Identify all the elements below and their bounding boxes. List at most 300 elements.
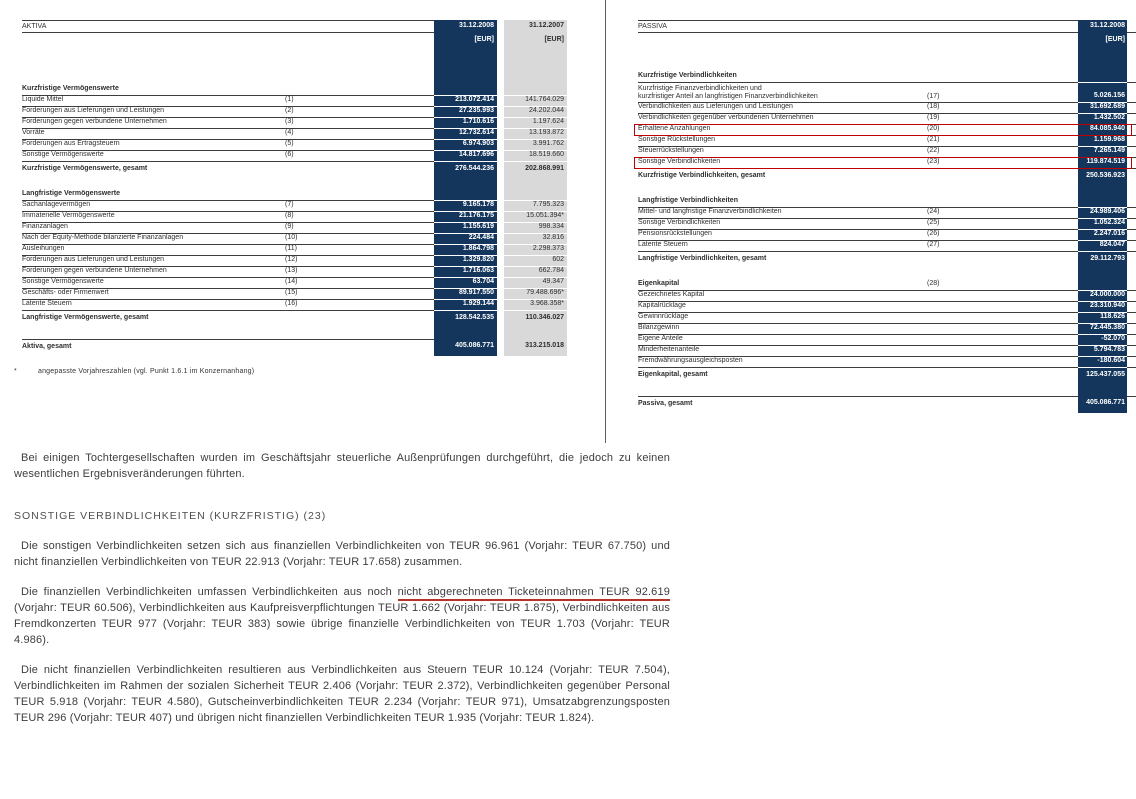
row-label-cell [638, 158, 1078, 169]
row-label: Sonstige Verbindlichkeiten [638, 219, 721, 226]
column-gap [497, 212, 504, 223]
value-2008 [1078, 268, 1127, 280]
row-label-cell [22, 267, 434, 278]
column-gap [497, 20, 504, 33]
row-label: Latente Steuern [22, 300, 72, 307]
note-ref: (15) [285, 289, 298, 296]
note-ref: (7) [285, 201, 294, 208]
note-ref [927, 80, 1078, 82]
row-label-cell [22, 289, 434, 300]
row-label: Kurzfristige Verbindlichkeiten [638, 72, 737, 79]
value-2007: 13.193.872 [504, 129, 567, 140]
row-label-cell [638, 208, 1078, 219]
row-label-cell [22, 162, 434, 178]
value-2007 [504, 46, 567, 85]
note-ref [285, 340, 434, 342]
row-label-cell [638, 280, 1078, 291]
balance-row [638, 219, 1136, 230]
table-edge-stub [1127, 230, 1136, 241]
balance-row [638, 346, 1136, 357]
balance-row [638, 241, 1136, 252]
value-2008: 824.047 [1078, 241, 1127, 252]
note-ref [927, 354, 1078, 356]
balance-row [638, 280, 1136, 291]
row-label: Eigenkapital, gesamt [638, 371, 708, 378]
column-gap [497, 339, 504, 356]
balance-row [638, 83, 1136, 103]
note-ref: (14) [285, 278, 298, 285]
note-ref [927, 397, 1078, 399]
note-ref: (13) [285, 267, 298, 274]
balance-row [638, 197, 1136, 208]
row-label: Eigenkapital [638, 280, 680, 287]
note-ref [285, 311, 434, 313]
row-label: Aktiva, gesamt [22, 343, 72, 350]
row-label: Ausleihungen [22, 245, 65, 252]
note-ref: (10) [285, 234, 298, 241]
spacer-cell [22, 46, 434, 85]
table-header-row [22, 20, 567, 33]
row-label: Steuerrückstellungen [638, 147, 704, 154]
value-2007: 3.991.762 [504, 140, 567, 151]
note-ref [927, 252, 1078, 254]
value-2008: 84.085.940 [1078, 125, 1127, 136]
value-2008: 125.437.055 [1078, 368, 1127, 384]
row-label: Fremdwährungsausgleichsposten [638, 357, 743, 364]
row-label-cell [638, 114, 1078, 125]
value-2007: 15.051.394* [504, 212, 567, 223]
column-gap [497, 118, 504, 129]
row-label: Forderungen gegen verbundene Unternehmen [22, 267, 167, 274]
value-2007: 32.816 [504, 234, 567, 245]
row-label-cell [22, 129, 434, 140]
note-ref: (12) [285, 256, 298, 263]
balance-row [22, 339, 567, 356]
note-ref: (9) [285, 223, 294, 230]
row-label: Erhaltene Anzahlungen [638, 125, 711, 132]
value-2008 [1078, 280, 1127, 291]
column-gap [497, 33, 504, 46]
row-label: Liquide Mittel [22, 96, 64, 103]
table-edge-stub [1127, 324, 1136, 335]
value-2007: 7.795.323 [504, 201, 567, 212]
balance-row [22, 151, 567, 162]
red-underline-annotation: nicht abgerechneten Ticketeinnahmen TEUR 92.619 [398, 586, 670, 601]
row-label-cell [638, 241, 1078, 252]
row-label-cell [22, 223, 434, 234]
row-label-cell [22, 327, 434, 339]
note-ref [927, 169, 1078, 171]
note-ref [285, 93, 434, 95]
balance-row [638, 230, 1136, 241]
value-2007: 49.347 [504, 278, 567, 289]
value-2008: 63.704 [434, 278, 497, 289]
table-edge-stub [1127, 185, 1136, 197]
value-2007: 18.519.660 [504, 151, 567, 162]
column-gap [497, 223, 504, 234]
value-2008: 1.710.616 [434, 118, 497, 129]
value-2008 [1078, 46, 1127, 72]
paragraph-segment: Die finanziellen Verbindlichkeiten umfassen Verbindlichkeiten aus noch [21, 586, 398, 598]
row-label: Sonstige Verbindlichkeiten [638, 158, 721, 165]
value-2007: 662.784 [504, 267, 567, 278]
table-edge-stub [1127, 103, 1136, 114]
column-gap [497, 162, 504, 178]
row-label: Forderungen aus Lieferungen und Leistungen [22, 256, 165, 263]
value-2008: 119.874.519 [1078, 158, 1127, 169]
row-label: Langfristige Vermögenswerte [22, 190, 121, 197]
row-label: Langfristige Verbindlichkeiten, gesamt [638, 255, 767, 262]
paragraph-segment: (Vorjahr: TEUR 60.506), Verbindlichkeiten aus Kaufpreisverpflichtungen TEUR 1.662 (Vorjahr: TEUR 1.875), Verbindlichkeiten aus Fremdkonzerten TEUR 977 (Vorjahr: TEUR 383) sowie übrige finanzielle Verbindlichkeiten von TEUR 1.703 (Vorjahr: TEUR 4.986). [14, 602, 670, 646]
table-edge-stub [1127, 280, 1136, 291]
row-label-cell [22, 234, 434, 245]
value-2007 [504, 327, 567, 339]
row-label-cell [638, 136, 1078, 147]
value-2008: 1.929.144 [434, 300, 497, 311]
balance-row [22, 212, 567, 223]
table-title-cell [22, 20, 434, 33]
balance-row [22, 267, 567, 278]
row-label-cell [22, 201, 434, 212]
table-edge-stub [1127, 268, 1136, 280]
balance-row [638, 208, 1136, 219]
table-edge-stub [1127, 83, 1136, 103]
note-ref: (16) [285, 300, 298, 307]
note-ref: (19) [927, 114, 940, 121]
row-label-cell [22, 140, 434, 151]
unit-spacer [638, 33, 1078, 46]
balance-row [638, 252, 1136, 268]
note-ref: (2) [285, 107, 294, 114]
balance-row [22, 300, 567, 311]
row-label-cell [22, 96, 434, 107]
table-title-cell [638, 20, 1078, 33]
value-2008: 250.536.923 [1078, 169, 1127, 185]
column-gap [497, 256, 504, 267]
note-ref [927, 332, 1078, 334]
balance-row [638, 368, 1136, 384]
balance-row [22, 190, 567, 201]
balance-row [638, 324, 1136, 335]
row-label: Langfristige Verbindlichkeiten [638, 197, 738, 204]
note-ref: (21) [927, 136, 940, 143]
value-2008: 118.626 [1078, 313, 1127, 324]
value-2008 [1078, 72, 1127, 83]
value-2008 [434, 178, 497, 190]
note-ref: (25) [927, 219, 940, 226]
value-2008: 213.072.414 [434, 96, 497, 107]
table-edge-stub [1127, 219, 1136, 230]
value-2008: 27.235.993 [434, 107, 497, 118]
note-ref: (4) [285, 129, 294, 136]
table-edge-stub [1127, 169, 1136, 185]
column-gap [497, 201, 504, 212]
table-edge-stub [1127, 33, 1136, 46]
balance-row [638, 136, 1136, 147]
balance-row [22, 140, 567, 151]
balance-row [638, 291, 1136, 302]
nonfinancial-liabilities-paragraph: Die nicht finanziellen Verbindlichkeiten resultieren aus Verbindlichkeiten aus Steuern TEUR 10.124 (Vorjahr: TEUR 7.504), Verbindlichkeiten im Rahmen der sozialen Sicherheit TEUR 2.406 (Vorjahr: TEUR 2.372), Verbindlichkeiten gegenüber Personal TEUR 5.918 (Vorjahr: TEUR 4.580), Gutscheinverbindlichkeiten TEUR 2.234 (Vorjahr: TEUR 971), Umsatzabgrenzungsposten TEUR 296 (Vorjahr: TEUR 407) und übrigen nicht finanziellen Verbindlichkeiten TEUR 1.935 (Vorjahr: TEUR 1.824). [14, 664, 670, 724]
column-header-2008: 31.12.2008 [1078, 20, 1127, 33]
table-edge-stub [1127, 346, 1136, 357]
balance-row [638, 268, 1136, 280]
value-2008 [1078, 197, 1127, 208]
note-ref [927, 365, 1078, 367]
note-ref [927, 368, 1078, 370]
table-edge-stub [1127, 384, 1136, 396]
balance-row [638, 357, 1136, 368]
row-label: Geschäfts- oder Firmenwert [22, 289, 109, 296]
value-2008: 128.542.535 [434, 311, 497, 327]
table-unit-row [22, 33, 567, 46]
row-label: Kurzfristige Verbindlichkeiten, gesamt [638, 172, 766, 179]
value-2007: 998.334 [504, 223, 567, 234]
note-ref: (24) [927, 208, 940, 215]
other-liabilities-paragraph: Die sonstigen Verbindlichkeiten setzen sich aus finanziellen Verbindlichkeiten von TEUR 96.961 (Vorjahr: TEUR 67.750) und nicht finanziellen Verbindlichkeiten von TEUR 22.913 (Vorjahr: TEUR 17.658) zusammen. [14, 540, 670, 568]
table-spacer-row [638, 46, 1136, 72]
column-header-2008: [EUR] [434, 33, 497, 46]
row-label-cell [22, 190, 434, 201]
balance-row [638, 335, 1136, 346]
value-2008: 31.692.689 [1078, 103, 1127, 114]
row-label: Sonstige Rückstellungen [638, 136, 716, 143]
table-title: AKTIVA [22, 22, 47, 30]
note-ref [927, 310, 1078, 312]
row-label-cell [22, 245, 434, 256]
column-header-2008: 31.12.2008 [434, 20, 497, 33]
passiva-table [638, 20, 1136, 413]
note-ref [927, 205, 1078, 207]
value-2008: 5.026.156 [1078, 83, 1127, 103]
row-label-cell [22, 256, 434, 267]
balance-row [638, 103, 1136, 114]
row-label-cell [22, 311, 434, 327]
table-edge-stub [1127, 114, 1136, 125]
value-2008 [434, 85, 497, 96]
value-2007: 602 [504, 256, 567, 267]
value-2008: 7.265.149 [1078, 147, 1127, 158]
value-2008: 1.052.324 [1078, 219, 1127, 230]
row-label-cell [638, 384, 1078, 396]
column-gap [497, 107, 504, 118]
note-ref [285, 162, 434, 164]
row-label: kurzfristiger Anteil an langfristigen Finanzverbindlichkeiten [638, 93, 818, 100]
value-2007: 313.215.018 [504, 339, 567, 356]
row-label-cell [22, 212, 434, 223]
note-ref: (1) [285, 96, 294, 103]
value-2008: 1.159.968 [1078, 136, 1127, 147]
row-label-cell [638, 83, 1078, 103]
note-ref: (28) [927, 280, 940, 287]
balance-row [22, 201, 567, 212]
value-2007: 2.298.373 [504, 245, 567, 256]
value-2008 [434, 327, 497, 339]
unit-spacer [22, 33, 434, 46]
row-label: Pensionsrückstellungen [638, 230, 712, 237]
column-gap [497, 267, 504, 278]
column-gap [497, 300, 504, 311]
value-2007 [504, 190, 567, 201]
row-label-cell [638, 324, 1078, 335]
row-label: Eigene Anteile [638, 335, 683, 342]
value-2008: 2.247.016 [1078, 230, 1127, 241]
row-label-cell [638, 335, 1078, 346]
notes-section [14, 450, 670, 726]
balance-row [22, 129, 567, 140]
balance-row [638, 158, 1136, 169]
column-header-2008: [EUR] [1078, 33, 1127, 46]
table-edge-stub [1127, 252, 1136, 268]
value-2008: 276.544.236 [434, 162, 497, 178]
row-label-cell [638, 313, 1078, 324]
note-ref: (17) [927, 93, 940, 100]
value-2008: -180.604 [1078, 357, 1127, 368]
column-gap [497, 234, 504, 245]
row-label-cell [22, 278, 434, 289]
row-label: Kapitalrücklage [638, 302, 686, 309]
value-2008: 14.817.696 [434, 151, 497, 162]
notes-intro-paragraph: Bei einigen Tochtergesellschaften wurden im Geschäftsjahr steuerliche Außenprüfungen durchgeführt, die jedoch zu keinen wesentlichen Ergebnisveränderungen führten. [14, 452, 670, 480]
balance-row [22, 85, 567, 96]
row-label-cell [638, 396, 1078, 413]
balance-row [22, 107, 567, 118]
row-label-cell [638, 268, 1078, 280]
note-ref: (27) [927, 241, 940, 248]
row-label-cell [638, 368, 1078, 384]
row-label: Finanzanlagen [22, 223, 68, 230]
row-label-line1 [638, 83, 1078, 93]
column-gap [497, 151, 504, 162]
row-label-cell [638, 291, 1078, 302]
balance-row [22, 162, 567, 178]
row-label: Kurzfristige Vermögenswerte, gesamt [22, 165, 148, 172]
value-2008: 21.176.175 [434, 212, 497, 223]
table-edge-stub [1127, 125, 1136, 136]
balance-row [638, 169, 1136, 185]
row-label-cell [638, 230, 1078, 241]
row-label-cell [638, 147, 1078, 158]
column-gap [497, 140, 504, 151]
balance-row [638, 72, 1136, 83]
row-label-cell [638, 169, 1078, 185]
row-label: Gewinnrücklage [638, 313, 689, 320]
note-ref [927, 321, 1078, 323]
row-label-cell [638, 219, 1078, 230]
balance-row [22, 118, 567, 129]
footnote-text: angepasste Vorjahreszahlen (vgl. Punkt 1.6.1 im Konzernanhang) [38, 368, 255, 375]
row-label: Immaterielle Vermögenswerte [22, 212, 115, 219]
balance-row [638, 114, 1136, 125]
table-edge-stub [1127, 197, 1136, 208]
balance-row [22, 311, 567, 327]
row-label: Vorräte [22, 129, 45, 136]
value-2008: 12.732.614 [434, 129, 497, 140]
table-edge-stub [1127, 291, 1136, 302]
column-header-2007: 31.12.2007 [504, 20, 567, 33]
balance-row [22, 327, 567, 339]
note-ref: (18) [927, 103, 940, 110]
table-edge-stub [1127, 368, 1136, 384]
balance-row [22, 223, 567, 234]
value-2008: 405.086.771 [434, 339, 497, 356]
balance-row [22, 178, 567, 190]
column-gap [497, 96, 504, 107]
balance-row [22, 289, 567, 300]
row-label-cell [638, 346, 1078, 357]
value-2008: 6.974.903 [434, 140, 497, 151]
row-label-cell [22, 118, 434, 129]
row-label-cell [638, 103, 1078, 114]
note-ref: (8) [285, 212, 294, 219]
table-edge-stub [1127, 208, 1136, 219]
row-label-cell [22, 178, 434, 190]
note-ref [927, 343, 1078, 345]
page-divider-line [605, 0, 606, 443]
table-edge-stub [1127, 335, 1136, 346]
value-2008: 24.989.406 [1078, 208, 1127, 219]
table-unit-row [638, 33, 1136, 46]
table-edge-stub [1127, 241, 1136, 252]
row-label-cell [638, 72, 1078, 83]
row-label-cell [22, 339, 434, 356]
row-label-cell [638, 252, 1078, 268]
aktiva-table [22, 20, 567, 356]
table-edge-stub [1127, 72, 1136, 83]
row-label: Sonstige Vermögenswerte [22, 278, 104, 285]
column-gap [497, 85, 504, 96]
value-2008 [1078, 384, 1127, 396]
row-label-cell [22, 151, 434, 162]
value-2007: 202.868.991 [504, 162, 567, 178]
balance-row [22, 234, 567, 245]
value-2008: 9.165.178 [434, 201, 497, 212]
balance-row [22, 96, 567, 107]
note-ref [285, 198, 434, 200]
row-label: Passiva, gesamt [638, 400, 693, 407]
balance-row [638, 313, 1136, 324]
row-label: Verbindlichkeiten aus Lieferungen und Leistungen [638, 103, 793, 110]
column-gap [497, 46, 504, 85]
value-2007 [504, 85, 567, 96]
balance-row [638, 384, 1136, 396]
value-2008 [434, 46, 497, 85]
note-ref: (5) [285, 140, 294, 147]
row-label: Sonstige Vermögenswerte [22, 151, 104, 158]
row-label: Kurzfristige Vermögenswerte [22, 85, 119, 92]
value-2007: 1.197.624 [504, 118, 567, 129]
value-2008: 23.310.940 [1078, 302, 1127, 313]
note-ref [927, 299, 1078, 301]
balance-row [638, 125, 1136, 136]
value-2008: -52.070 [1078, 335, 1127, 346]
column-header-2007: [EUR] [504, 33, 567, 46]
column-gap [497, 129, 504, 140]
table-edge-stub [1127, 20, 1136, 33]
table-spacer-row [22, 46, 567, 85]
row-label: Mittel- und langfristige Finanzverbindlichkeiten [638, 208, 782, 215]
row-label-cell [638, 125, 1078, 136]
table-header-row [638, 20, 1136, 33]
aktiva-footnote [14, 368, 254, 375]
row-label-cell [22, 85, 434, 96]
value-2008 [1078, 185, 1127, 197]
value-2007 [504, 178, 567, 190]
row-label-cell [22, 300, 434, 311]
value-2007: 24.202.044 [504, 107, 567, 118]
value-2008: 1.716.063 [434, 267, 497, 278]
row-label: Gezeichnetes Kapital [638, 291, 705, 298]
column-gap [497, 311, 504, 327]
